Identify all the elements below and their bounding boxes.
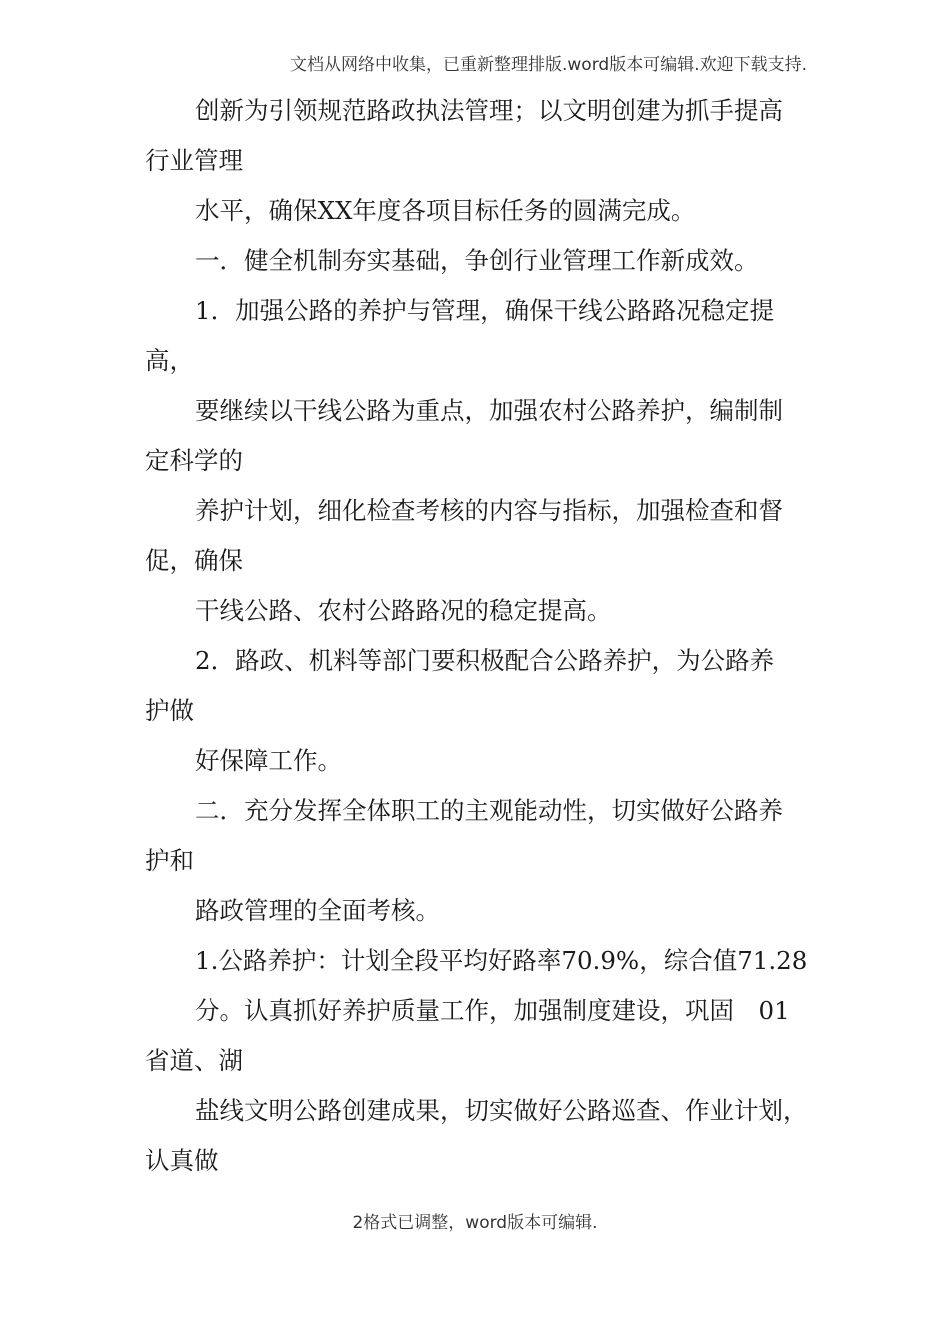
- body-line: 定科学的: [145, 446, 243, 475]
- body-line: 要继续以干线公路为重点，加强农村公路养护，编制制: [195, 396, 783, 425]
- body-line: 盐线文明公路创建成果，切实做好公路巡查、作业计划，: [195, 1096, 808, 1125]
- body-line: 1．加强公路的养护与管理，确保干线公路路况稳定提: [195, 296, 775, 325]
- header-note: 文档从网络中收集，已重新整理排版.word版本可编辑.欢迎下载支持.: [290, 55, 807, 75]
- body-line: 好保障工作。: [195, 746, 342, 775]
- body-line: 护和: [145, 846, 194, 875]
- body-line: 护做: [145, 696, 194, 725]
- body-line: 分。认真抓好养护质量工作，加强制度建设，巩固 01: [195, 996, 790, 1025]
- section-heading: 二．充分发挥全体职工的主观能动性，切实做好公路养: [195, 796, 783, 825]
- footer-note: 2格式已调整，word版本可编辑.: [352, 1213, 598, 1233]
- body-line: 1.公路养护：计划全段平均好路率70.9%，综合值71.28: [195, 946, 808, 975]
- section-heading: 一．健全机制夯实基础，争创行业管理工作新成效。: [195, 246, 759, 275]
- body-line: 路政管理的全面考核。: [195, 896, 440, 925]
- body-line: 高，: [145, 346, 194, 375]
- body-line: 养护计划，细化检查考核的内容与指标，加强检查和督: [195, 496, 783, 525]
- body-line: 2．路政、机料等部门要积极配合公路养护，为公路养: [195, 646, 775, 675]
- body-line: 创新为引领规范路政执法管理；以文明创建为抓手提高: [195, 96, 783, 125]
- body-line: 认真做: [145, 1146, 219, 1175]
- body-line: 促，确保: [145, 546, 243, 575]
- body-line: 省道、湖: [145, 1046, 243, 1075]
- body-line: 水平，确保XX年度各项目标任务的圆满完成。: [195, 196, 696, 225]
- body-line: 干线公路、农村公路路况的稳定提高。: [195, 596, 612, 625]
- body-line: 行业管理: [145, 146, 243, 175]
